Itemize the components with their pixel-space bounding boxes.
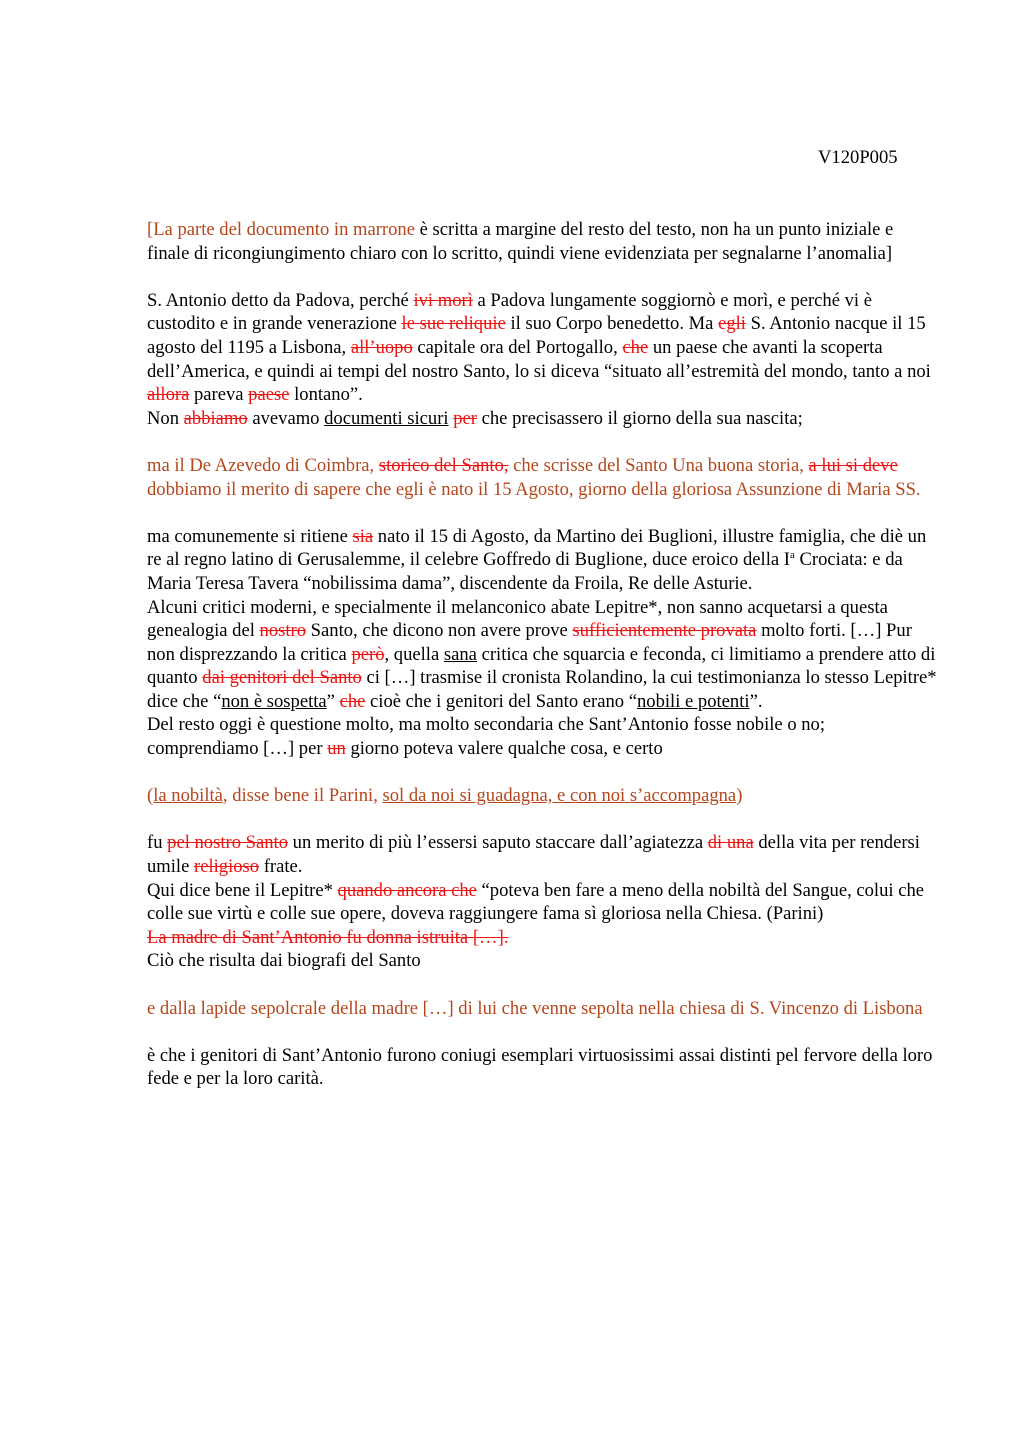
text-span: che precisassero il giorno della sua nascita; [476,407,803,429]
deleted-text: egli [718,313,746,335]
paragraph-margin-lapide: e dalla lapide sepolcrale della madre […] di lui che venne sepolta nella chiesa di S. Vincenzo di Lisbona [147,997,923,1019]
deleted-text: nostro [259,620,307,642]
paragraph-parents: è che i genitori di Sant’Antonio furono coniugi esemplari virtuosissimi assai distinti pel fervore della loro fede e per la loro carità. [147,1044,933,1090]
text-span: un merito di più l’essersi saputo staccare dall’agiatezza [288,832,708,854]
text-span: pareva [189,384,249,406]
text-span: Non [147,407,184,429]
text-span: , disse bene il Parini, [222,785,383,807]
deleted-text: religioso [194,856,260,878]
deleted-text: storico del Santo, [378,454,509,476]
deleted-text: che [622,336,649,358]
text-span: ( [147,785,154,807]
deleted-text: di una [707,832,754,854]
text-span: Crociata: e da Maria Teresa Tavera “nobilissima dama”, discendente da Froila, Re delle Asturie. [147,549,903,594]
underlined-text: non è sospetta [221,690,327,712]
underlined-text: documenti sicuri [324,407,449,429]
paragraph-merit [147,831,937,973]
deleted-text: allora [147,384,190,406]
deleted-text: per [453,407,477,429]
text-span: dobbiamo il merito di sapere che egli è nato il 15 Agosto, giorno della gloriosa Assunzione di Maria SS. [147,478,921,500]
text-span: cioè che i genitori del Santo erano “ [365,690,637,712]
deleted-text: paese [248,384,290,406]
deleted-text: La madre di Sant’Antonio fu donna istruita […]. [147,926,509,948]
note-highlight: La parte del documento in marrone [153,219,415,240]
deleted-text: abbiamo [183,407,248,429]
document-body [147,218,937,1091]
text-span: capitale ora del Portogallo, [412,336,623,358]
text-span: Qui dice bene il Lepitre* [147,879,338,901]
underlined-text: sol da noi si guadagna, e con noi s’accompagna [382,785,737,807]
text-span: Del resto oggi è questione molto, ma molto secondaria che Sant’Antonio fosse nobile o no; comprendiamo […] per [147,714,826,760]
text-span: ” [326,690,340,712]
underlined-text: la nobiltà [153,785,223,807]
text-span: ”. [749,690,763,712]
text-span: Alcuni critici moderni, e specialmente il melanconico abate Lepitre*, non sanno acquetarsi a questa genealogia del [147,596,888,642]
text-span: giorno poteva valere qualche cosa, e certo [345,738,663,760]
text-span: critica che squarcia e feconda, ci limitiamo a prendere atto di quanto [147,643,936,689]
text-span: avevamo [247,407,325,429]
text-span: S. Antonio nacque il 15 agosto del 1195 a Lisbona, [147,313,926,358]
text-span: un paese che avanti la scoperta dell’America, e quindi ai tempi del nostro Santo, lo si diceva “situato all’estremità del mondo, tanto a noi [147,336,931,382]
paragraph-margin-parini [147,784,937,808]
page-identifier: V120P005 [818,147,898,168]
deleted-text: all’uopo [350,336,413,358]
text-span: il suo Corpo benedetto. Ma [505,313,719,335]
deleted-text: un [327,738,346,760]
text-span: “poteva ben fare a meno della nobiltà del Sangue, colui che colle sue virtù e colle sue opere, doveva raggiungere fama sì gloriosa nella Chiesa. (Parini) [147,879,925,925]
text-span: della vita per rendersi umile [147,832,920,878]
paragraph-birth [147,289,937,431]
underlined-text: nobili e potenti [636,690,750,712]
text-span: a Padova lungamente soggiornò e morì, e perché vi è custodito e in grande venerazione [147,289,872,335]
paragraph-margin-azevedo [147,454,937,501]
text-span: ci […] trasmise il cronista Rolandino, la cui testimonianza lo stesso Lepitre* dice che “ [147,667,937,712]
text-span: , quella [384,643,444,665]
text-span: che scrisse del Santo Una buona storia, [508,454,809,476]
deleted-text: dai genitori del Santo [202,667,362,689]
text-span: molto forti. […] Pur non disprezzando la critica [147,620,912,665]
note-text: è scritta a margine del resto del testo, non ha un punto iniziale e finale di ricongiungimento chiaro con lo scritto, quindi viene evidenziata per segnalarne l’anomalia] [147,219,894,264]
deleted-text: sia [352,525,374,547]
text-span: S. Antonio detto da Padova, perché [147,289,414,311]
deleted-text: sufficientemente provata [572,620,757,642]
text-span: Santo, che dicono non avere prove [306,620,573,642]
deleted-text: quando ancora che [337,879,477,901]
deleted-text: ivi morì [413,289,473,311]
underlined-text: sana [443,643,477,665]
deleted-text: pel nostro Santo [167,832,288,854]
note-bracket: [ [147,219,154,240]
text-span: Ciò che risulta dai biografi del Santo [147,950,421,972]
text-span: lontano”. [289,384,363,406]
deleted-text: che [339,690,366,712]
text-span: ) [736,785,743,807]
deleted-text: a lui si deve [808,454,898,476]
text-span: frate. [259,856,303,878]
deleted-text: le sue reliquie [401,313,506,335]
paragraph-genealogy [147,525,937,761]
deleted-text: però [351,643,385,665]
text-span: ma comunemente si ritiene [147,525,353,547]
text-span: ma il De Azevedo di Coimbra, [147,454,379,476]
text-span: fu [147,832,168,854]
editor-note [147,218,937,265]
text-span: nato il 15 di Agosto, da Martino dei Buglioni, illustre famiglia, che diè un re al regno latino di Gerusalemme, il celebre Goffredo di Buglione, duce eroico della I [147,525,927,571]
superscript: a [789,549,795,562]
